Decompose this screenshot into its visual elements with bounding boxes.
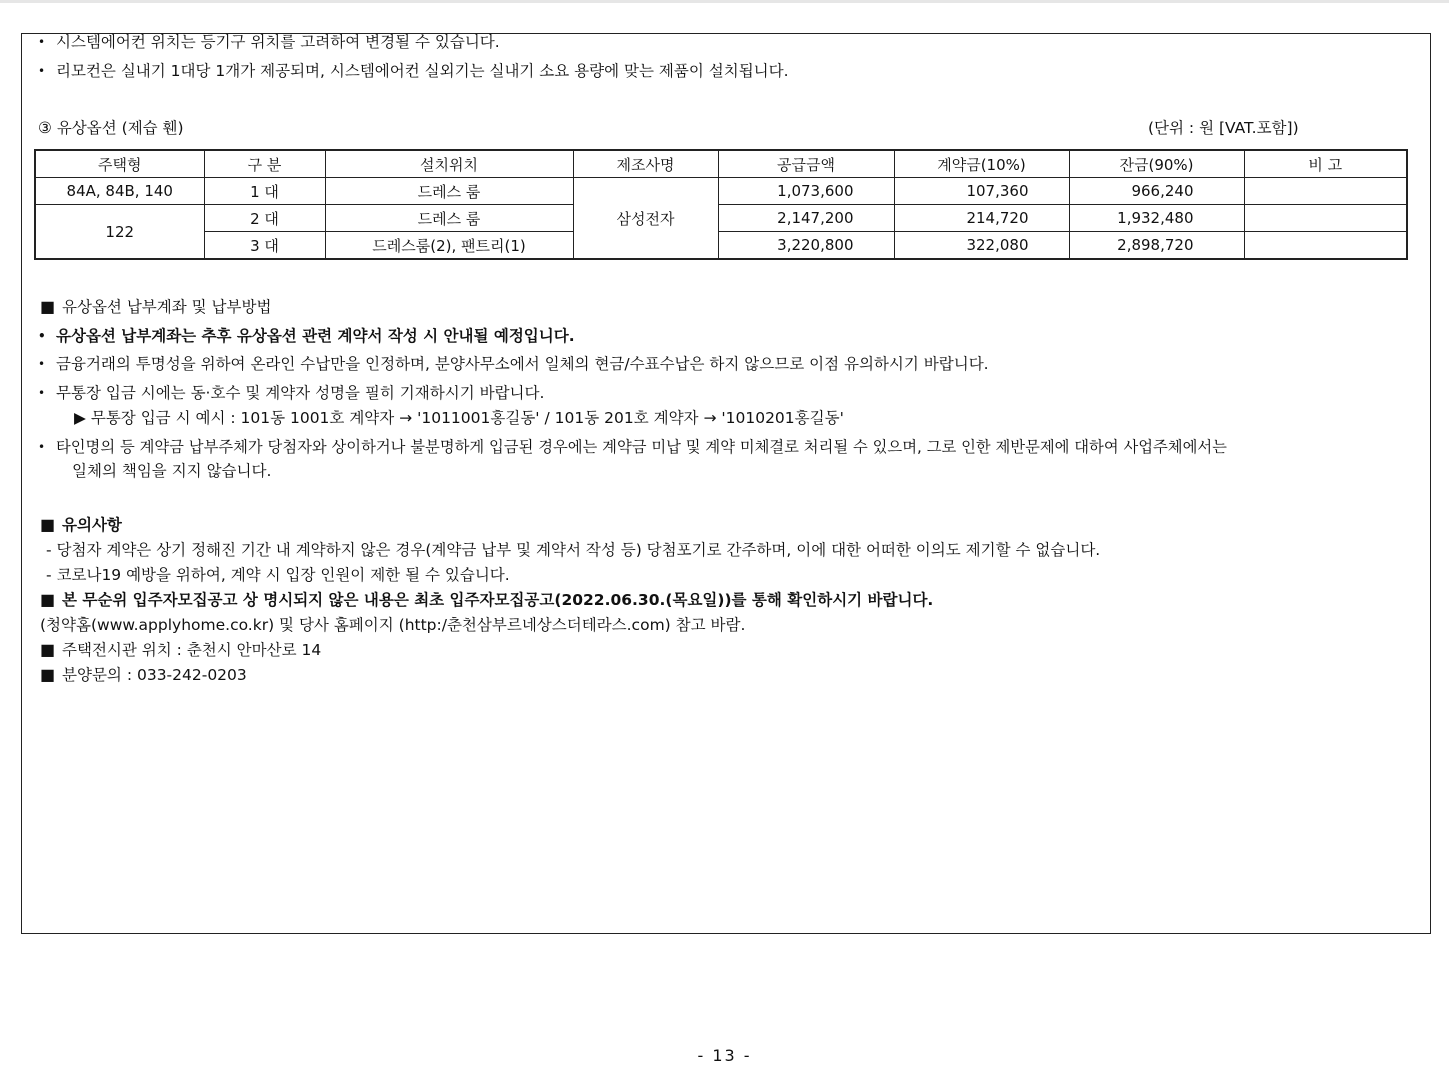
note-item: • 리모컨은 실내기 1대당 1개가 제공되며, 시스템에어컨 실외기는 실내기 소요 용량에 맞는 제품이 설치됩니다. — [38, 62, 789, 80]
header-cell: 비 고 — [1244, 150, 1407, 178]
table-row — [35, 178, 1407, 205]
bullet-icon: • — [38, 440, 46, 454]
bullet-icon: • — [38, 357, 46, 371]
type-cell: 84A, 84B, 140 — [35, 178, 204, 205]
balance-cell: 2,898,720 — [1069, 232, 1244, 260]
supply-cell: 2,147,200 — [718, 205, 894, 232]
page-number: - 13 - — [697, 1046, 752, 1065]
balance-cell: 966,240 — [1069, 178, 1244, 205]
notice-bold-line: ■ 본 무순위 입주자모집공고 상 명시되지 않은 내용은 최초 입주자모집공고(2022.06.30.(목요일))를 통해 확인하시기 바랍니다. — [40, 590, 934, 609]
header-cell: 주택형 — [35, 150, 204, 178]
option-price-table — [34, 149, 1408, 260]
note-cell — [1244, 205, 1407, 232]
square-bullet-icon: ■ — [40, 665, 56, 684]
option-unit-label: (단위 : 원 [VAT.포함]) — [1148, 119, 1299, 137]
header-cell: 설치위치 — [325, 150, 573, 178]
header-cell: 구 분 — [204, 150, 325, 178]
reference-line: (청약홈(www.applyhome.co.kr) 및 당사 홈페이지 (http:/춘천삼부르네상스더테라스.com) 참고 바람. — [40, 616, 746, 634]
cautions-heading: ■ 유의사항 — [40, 515, 122, 534]
payment-example: ▶ 무통장 입금 시 예시 : 101동 1001호 계약자 → '1011001홍길동' / 101동 201호 계약자 → '1010201홍길동' — [74, 409, 844, 427]
caution-item: - 당첨자 계약은 상기 정해진 기간 내 계약하지 않은 경우(계약금 납부 및 계약서 작성 등) 당첨포기로 간주하며, 이에 대한 어떠한 이의도 제기할 수 없습니다. — [46, 541, 1101, 559]
note-cell — [1244, 178, 1407, 205]
table-row — [35, 205, 1407, 232]
bullet-icon: • — [38, 64, 46, 78]
payment-item-continued: 일체의 책임을 지지 않습니다. — [72, 462, 272, 480]
location-cell: 드레스룸(2), 팬트리(1) — [325, 232, 573, 260]
table-header-row — [35, 150, 1407, 178]
header-cell: 계약금(10%) — [894, 150, 1069, 178]
bullet-icon: • — [38, 35, 46, 49]
type-cell: 122 — [35, 205, 204, 260]
note-cell — [1244, 232, 1407, 260]
payment-item: • 무통장 입금 시에는 동·호수 및 계약자 성명을 필히 기재하시기 바랍니다. — [38, 384, 545, 402]
payment-heading: ■ 유상옵션 납부계좌 및 납부방법 — [40, 297, 272, 316]
note-item: • 시스템에어컨 위치는 등기구 위치를 고려하여 변경될 수 있습니다. — [38, 33, 500, 51]
qty-cell: 1 대 — [204, 178, 325, 205]
deposit-cell: 214,720 — [894, 205, 1069, 232]
square-bullet-icon: ■ — [40, 297, 56, 316]
payment-item: • 금융거래의 투명성을 위하여 온라인 수납만을 인정하며, 분양사무소에서 일체의 현금/수표수납은 하지 않으므로 이점 유의하시기 바랍니다. — [38, 355, 989, 373]
square-bullet-icon: ■ — [40, 515, 56, 534]
supply-cell: 1,073,600 — [718, 178, 894, 205]
maker-cell: 삼성전자 — [573, 178, 718, 260]
sales-inquiry: ■ 분양문의 : 033-242-0203 — [40, 665, 247, 684]
payment-item: • 유상옵션 납부계좌는 추후 유상옵션 관련 계약서 작성 시 안내될 예정입니다. — [38, 327, 575, 345]
bullet-icon: • — [38, 329, 46, 343]
bullet-icon: • — [38, 386, 46, 400]
supply-cell: 3,220,800 — [718, 232, 894, 260]
caution-item: - 코로나19 예방을 위하여, 계약 시 입장 인원이 제한 될 수 있습니다. — [46, 566, 510, 584]
balance-cell: 1,932,480 — [1069, 205, 1244, 232]
qty-cell: 3 대 — [204, 232, 325, 260]
table-row — [35, 232, 1407, 260]
location-cell: 드레스 룸 — [325, 205, 573, 232]
header-cell: 잔금(90%) — [1069, 150, 1244, 178]
option-section-title: ③ 유상옵션 (제습 휀) — [38, 119, 184, 137]
square-bullet-icon: ■ — [40, 590, 56, 609]
showroom-location: ■ 주택전시관 위치 : 춘천시 안마산로 14 — [40, 640, 322, 659]
payment-item: • 타인명의 등 계약금 납부주체가 당첨자와 상이하거나 불분명하게 입금된 경우에는 계약금 미납 및 계약 미체결로 처리될 수 있으며, 그로 인한 제반문제에 대하여 사업주체에서는 — [38, 438, 1227, 456]
header-cell: 공급금액 — [718, 150, 894, 178]
qty-cell: 2 대 — [204, 205, 325, 232]
location-cell: 드레스 룸 — [325, 178, 573, 205]
deposit-cell: 107,360 — [894, 178, 1069, 205]
top-border — [0, 0, 1449, 3]
header-cell: 제조사명 — [573, 150, 718, 178]
deposit-cell: 322,080 — [894, 232, 1069, 260]
square-bullet-icon: ■ — [40, 640, 56, 659]
